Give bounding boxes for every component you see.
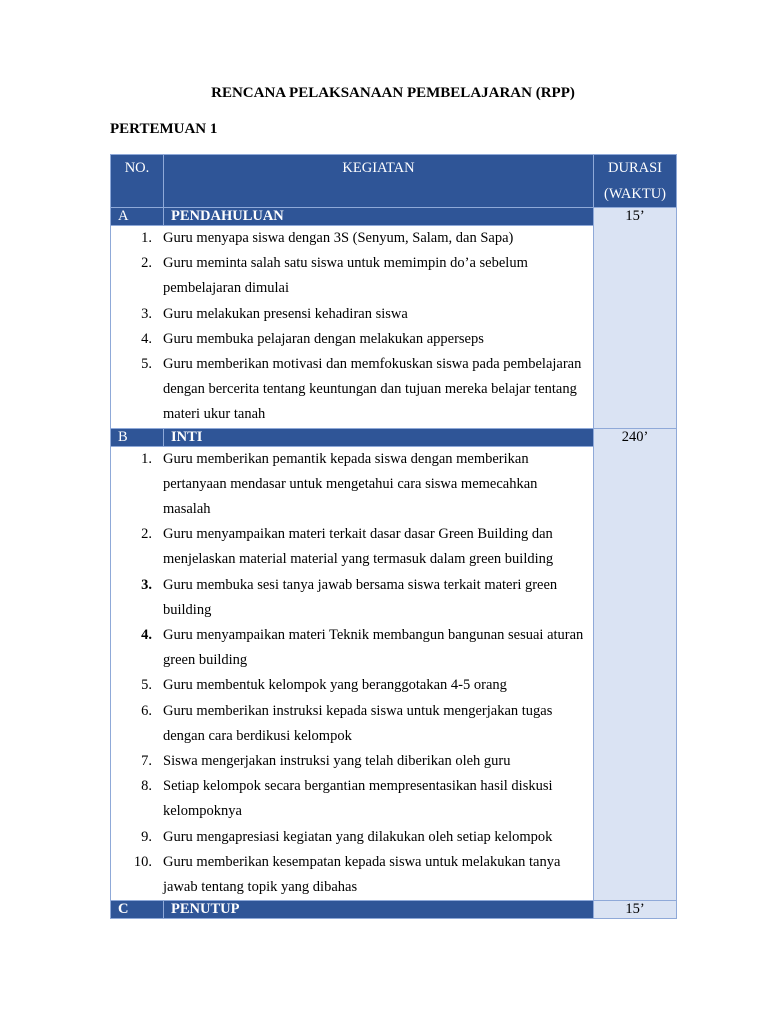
item-text: Guru menyapa siswa dengan 3S (Senyum, Salam, dan Sapa) [163,230,514,246]
list-item [111,447,587,523]
item-text: Guru melakukan presensi kehadiran siswa [163,305,408,322]
item-text: Guru memberikan motivasi dan memfokuskan siswa pada pembelajaran dengan bercerita tentang keuntungan dan tujuan mereka belajar tentang materi ukur tanah [163,356,582,423]
item-number: 1. [141,230,152,246]
item-number: 5. [141,356,152,373]
item-text: Siswa mengerjakan instruksi yang telah diberikan oleh guru [163,753,511,770]
item-text: Guru membentuk kelompok yang beranggotakan 4-5 orang [163,677,507,694]
activity-list-cell [111,446,594,901]
header-no: NO. [111,155,164,208]
document-title: RENCANA PELAKSANAAN PEMBELAJARAN (RPP) [211,85,575,101]
section-name: INTI [164,428,594,446]
section-row-a [111,208,677,226]
item-text: Guru meminta salah satu siswa untuk memimpin do’a sebelum pembelajaran dimulai [163,255,528,297]
item-text: Guru memberikan instruksi kepada siswa untuk mengerjakan tugas dengan cara berdikusi kelompok [163,702,553,744]
lesson-plan-table [110,154,677,919]
item-number: 8. [141,778,152,795]
item-text: Guru membuka pelajaran dengan melakukan apperseps [163,330,484,347]
list-item [111,623,587,673]
item-text: Guru membuka sesi tanya jawab bersama siswa terkait materi green building [163,576,558,618]
item-number: 6. [141,702,152,719]
section-duration: 240’ [594,428,677,901]
item-number: 3. [141,576,152,593]
list-item [111,352,587,428]
section-name: PENDAHULUAN [164,208,594,226]
item-number: 9. [141,828,152,845]
section-row-b [111,428,677,446]
item-text: Guru menyampaikan materi terkait dasar dasar Green Building dan menjelaskan material material yang termasuk dalam green building [163,526,554,568]
item-text: Guru menyampaikan materi Teknik membangun bangunan sesuai aturan green building [163,627,584,669]
section-name: PENUTUP [164,901,594,919]
item-text: Guru memberikan kesempatan kepada siswa untuk melakukan tanya jawab tentang topik yang dibahas [163,853,561,896]
list-item [111,226,587,251]
item-number: 5. [141,677,152,694]
item-number: 2. [141,255,152,272]
item-number: 10. [133,853,152,870]
list-item [111,327,587,352]
header-duration [594,155,677,208]
section-row-c [111,901,677,919]
list-item [111,699,587,749]
list-item [111,774,587,824]
section-duration: 15’ [594,901,677,919]
table-header-row [111,155,677,208]
list-item [111,673,587,698]
list-item [111,573,587,623]
list-item [111,825,587,850]
activity-list-cell [111,226,594,429]
header-duration-line2: (WAKTU) [603,186,666,202]
list-item [111,251,587,301]
list-item [111,749,587,774]
header-activity: KEGIATAN [164,155,594,208]
section-code: A [111,208,164,226]
section-code: C [111,901,164,919]
activity-list [111,447,593,901]
section-duration: 15’ [594,208,677,429]
meeting-heading: PERTEMUAN 1 [110,121,218,137]
item-number: 4. [141,627,152,644]
item-number: 7. [141,753,152,770]
section-body-b [111,446,677,901]
section-code: B [111,428,164,446]
item-number: 1. [141,450,152,467]
item-text: Guru memberikan pemantik kepada siswa dengan memberikan pertanyaan mendasar untuk mengetahui cara siswa memecahkan masalah [163,450,538,518]
activity-list [111,226,593,428]
item-number: 2. [141,526,152,543]
list-item [111,302,587,327]
list-item [111,850,587,900]
item-number: 3. [141,305,152,322]
header-duration-line1: DURASI [608,160,662,176]
item-text: Setiap kelompok secara bergantian mempresentasikan hasil diskusi kelompoknya [163,778,553,820]
section-body-a [111,226,677,429]
item-text: Guru mengapresiasi kegiatan yang dilakukan oleh setiap kelompok [163,828,553,845]
list-item [111,522,587,572]
item-number: 4. [141,330,152,347]
